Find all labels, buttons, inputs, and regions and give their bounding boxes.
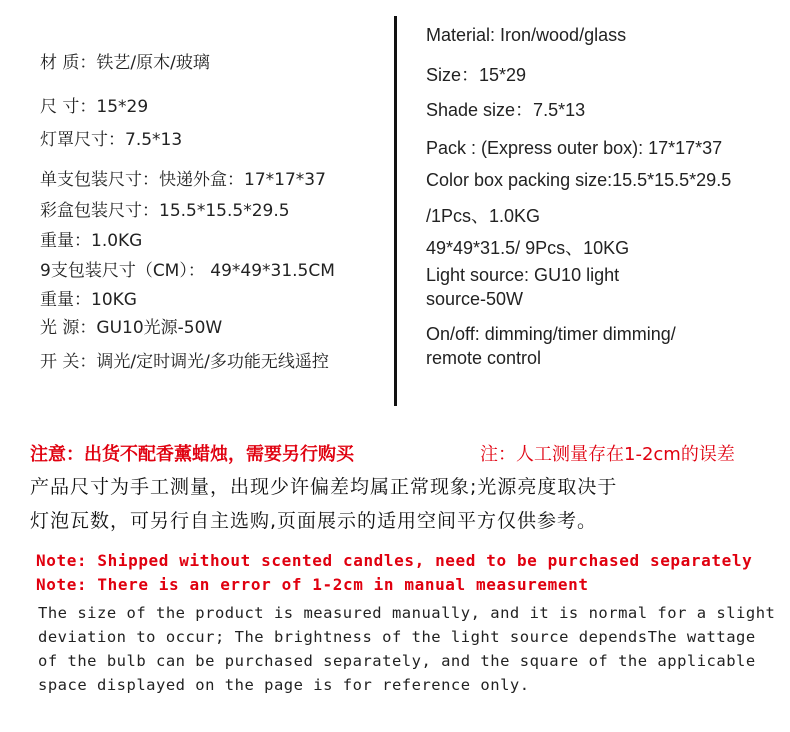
note-measurement-error-cn: 注：人工测量存在1-2cm的误差 [480,444,735,465]
spec-switch-cn: 开 关：调光/定时调光/多功能无线遥控 [40,352,329,372]
spec-size-cn: 尺 寸：15*29 [40,97,149,117]
spec-light-source-en: Light source: GU10 light [426,265,620,285]
disclaimer-cn-line1: 产品尺寸为手工测量，出现少许偏差均属正常现象;光源亮度取决于 [30,476,618,498]
disclaimer-en-line1: The size of the product is measured manually, and it is normal for a slight [38,604,776,622]
note-no-candles-cn: 注意：出货不配香薰蜡烛，需要另行购买 [30,444,354,465]
spec-9pcs-pack-en: 49*49*31.5/ 9Pcs、10KG [426,238,630,258]
spec-light-source-cn: 光 源：GU10光源-50W [40,318,223,338]
disclaimer-cn-line2: 灯泡瓦数，可另行自主选购,页面展示的适用空间平方仅供参考。 [30,510,598,532]
spec-weight-en: /1Pcs、1.0KG [426,206,541,226]
spec-light-source-en-cont: source-50W [426,289,524,309]
disclaimer-en-line2: deviation to occur; The brightness of the light source dependsThe wattage [38,628,756,646]
spec-material-en: Material: Iron/wood/glass [426,25,627,45]
spec-color-box-cn: 彩盒包装尺寸：15.5*15.5*29.5 [40,201,290,221]
spec-switch-en-cont: remote control [426,348,542,368]
spec-weight-9pcs-cn: 重量：10KG [40,290,137,310]
note-no-candles-en: Note: Shipped without scented candles, need to be purchased separately [36,551,753,570]
spec-material-cn: 材 质：铁艺/原木/玻璃 [40,53,210,73]
spec-switch-en: On/off: dimming/timer dimming/ [426,324,676,344]
column-divider [394,16,397,406]
spec-single-pack-cn: 单支包装尺寸：快递外盒：17*17*37 [40,170,326,190]
disclaimer-en-line3: of the bulb can be purchased separately, and the square of the applicable [38,652,756,670]
spec-color-box-en: Color box packing size:15.5*15.5*29.5 [426,170,732,190]
spec-shade-size-cn: 灯罩尺寸：7.5*13 [40,130,183,150]
note-measurement-error-en: Note: There is an error of 1-2cm in manual measurement [36,575,589,594]
spec-shade-size-en: Shade size：7.5*13 [426,100,586,120]
spec-weight-cn: 重量：1.0KG [40,231,143,251]
disclaimer-en-line4: space displayed on the page is for reference only. [38,676,530,694]
spec-size-en: Size：15*29 [426,65,527,85]
spec-pack-en: Pack : (Express outer box): 17*17*37 [426,138,723,158]
spec-9pcs-pack-cn: 9支包装尺寸（CM）： 49*49*31.5CM [40,261,335,281]
